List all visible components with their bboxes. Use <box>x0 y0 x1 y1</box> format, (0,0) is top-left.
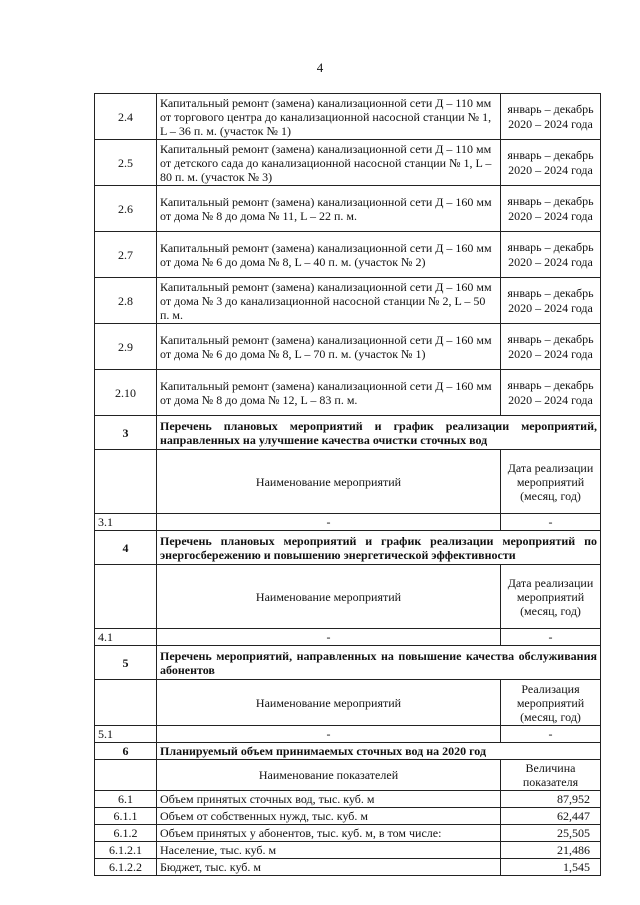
section-number: 5 <box>95 646 157 680</box>
section-title: Планируемый объем принимаемых сточных вод на 2020 год <box>157 743 601 760</box>
row-number: 5.1 <box>95 726 157 743</box>
row-date: - <box>501 726 601 743</box>
row-date: - <box>501 629 601 646</box>
row-value: 21,486 <box>501 842 601 859</box>
row-description: Капитальный ремонт (замена) канализационной сети Д – 110 мм от торгового центра до канализационной насосной станции № 1, L – 36 п. м. (участок № 1) <box>157 94 501 140</box>
row-number: 6.1.2.2 <box>95 859 157 876</box>
row-number: 6.1.1 <box>95 808 157 825</box>
row-value: 1,545 <box>501 859 601 876</box>
column-header-row <box>95 565 601 629</box>
table-row <box>95 232 601 278</box>
row-number: 2.4 <box>95 94 157 140</box>
table-row <box>95 140 601 186</box>
table-row <box>95 186 601 232</box>
table-row <box>95 808 601 825</box>
table-row <box>95 859 601 876</box>
row-number: 6.1 <box>95 791 157 808</box>
row-description: Объем принятых у абонентов, тыс. куб. м, в том числе: <box>157 825 501 842</box>
column-header-row <box>95 680 601 726</box>
row-description: Население, тыс. куб. м <box>157 842 501 859</box>
column-header-name: Наименование мероприятий <box>157 680 501 726</box>
section-number: 3 <box>95 416 157 450</box>
column-header-row <box>95 760 601 791</box>
row-description: Капитальный ремонт (замена) канализационной сети Д – 160 мм от дома № 3 до канализационной насосной станции № 2, L – 50 п. м. <box>157 278 501 324</box>
row-number: 3.1 <box>95 514 157 531</box>
row-value: 87,952 <box>501 791 601 808</box>
row-number: 2.7 <box>95 232 157 278</box>
empty-cell <box>95 760 157 791</box>
row-description: Капитальный ремонт (замена) канализационной сети Д – 160 мм от дома № 6 до дома № 8, L – 70 п. м. (участок № 1) <box>157 324 501 370</box>
row-description: Капитальный ремонт (замена) канализационной сети Д – 160 мм от дома № 8 до дома № 12, L – 83 п. м. <box>157 370 501 416</box>
row-date: январь – декабрь 2020 – 2024 года <box>501 278 601 324</box>
table-row <box>95 629 601 646</box>
table-row <box>95 278 601 324</box>
section-header-row <box>95 531 601 565</box>
row-date: январь – декабрь 2020 – 2024 года <box>501 232 601 278</box>
column-header-name: Наименование показателей <box>157 760 501 791</box>
table-row <box>95 94 601 140</box>
row-number: 2.9 <box>95 324 157 370</box>
section-title: Перечень плановых мероприятий и график реализации мероприятий, направленных на улучшение качества очистки сточных вод <box>157 416 601 450</box>
row-description: - <box>157 726 501 743</box>
section-header-row <box>95 646 601 680</box>
section-title: Перечень плановых мероприятий и график реализации мероприятий по энергосбережению и повышению энергетической эффективности <box>157 531 601 565</box>
row-description: Объем от собственных нужд, тыс. куб. м <box>157 808 501 825</box>
row-description: - <box>157 629 501 646</box>
section-header-row <box>95 416 601 450</box>
row-description: - <box>157 514 501 531</box>
row-number: 6.1.2.1 <box>95 842 157 859</box>
row-number: 6.1.2 <box>95 825 157 842</box>
table-row <box>95 370 601 416</box>
table-row <box>95 726 601 743</box>
column-header-date: Дата реализации мероприятий (месяц, год) <box>501 565 601 629</box>
row-description: Капитальный ремонт (замена) канализационной сети Д – 110 мм от детского сада до канализационной насосной станции № 1, L – 80 п. м. (участок № 3) <box>157 140 501 186</box>
measures-table <box>94 93 601 876</box>
row-number: 2.5 <box>95 140 157 186</box>
empty-cell <box>95 565 157 629</box>
row-number: 2.8 <box>95 278 157 324</box>
row-number: 2.10 <box>95 370 157 416</box>
empty-cell <box>95 680 157 726</box>
row-description: Капитальный ремонт (замена) канализационной сети Д – 160 мм от дома № 6 до дома № 8, L – 40 п. м. (участок № 2) <box>157 232 501 278</box>
table-row <box>95 825 601 842</box>
column-header-name: Наименование мероприятий <box>157 450 501 514</box>
table-row <box>95 791 601 808</box>
column-header-value: Величина показателя <box>501 760 601 791</box>
row-description: Объем принятых сточных вод, тыс. куб. м <box>157 791 501 808</box>
row-date: январь – декабрь 2020 – 2024 года <box>501 94 601 140</box>
section-title: Перечень мероприятий, направленных на повышение качества обслуживания абонентов <box>157 646 601 680</box>
row-date: - <box>501 514 601 531</box>
column-header-row <box>95 450 601 514</box>
page-number: 4 <box>316 60 324 75</box>
table-row <box>95 324 601 370</box>
row-value: 62,447 <box>501 808 601 825</box>
section-number: 6 <box>95 743 157 760</box>
column-header-date: Реализация мероприятий (месяц, год) <box>501 680 601 726</box>
section-header-row <box>95 743 601 760</box>
row-number: 4.1 <box>95 629 157 646</box>
empty-cell <box>95 450 157 514</box>
column-header-date: Дата реализации мероприятий (месяц, год) <box>501 450 601 514</box>
row-date: январь – декабрь 2020 – 2024 года <box>501 140 601 186</box>
section-number: 4 <box>95 531 157 565</box>
row-number: 2.6 <box>95 186 157 232</box>
row-date: январь – декабрь 2020 – 2024 года <box>501 324 601 370</box>
row-description: Бюджет, тыс. куб. м <box>157 859 501 876</box>
row-date: январь – декабрь 2020 – 2024 года <box>501 186 601 232</box>
table-row <box>95 514 601 531</box>
row-value: 25,505 <box>501 825 601 842</box>
row-date: январь – декабрь 2020 – 2024 года <box>501 370 601 416</box>
row-description: Капитальный ремонт (замена) канализационной сети Д – 160 мм от дома № 8 до дома № 11, L – 22 п. м. <box>157 186 501 232</box>
column-header-name: Наименование мероприятий <box>157 565 501 629</box>
table-row <box>95 842 601 859</box>
